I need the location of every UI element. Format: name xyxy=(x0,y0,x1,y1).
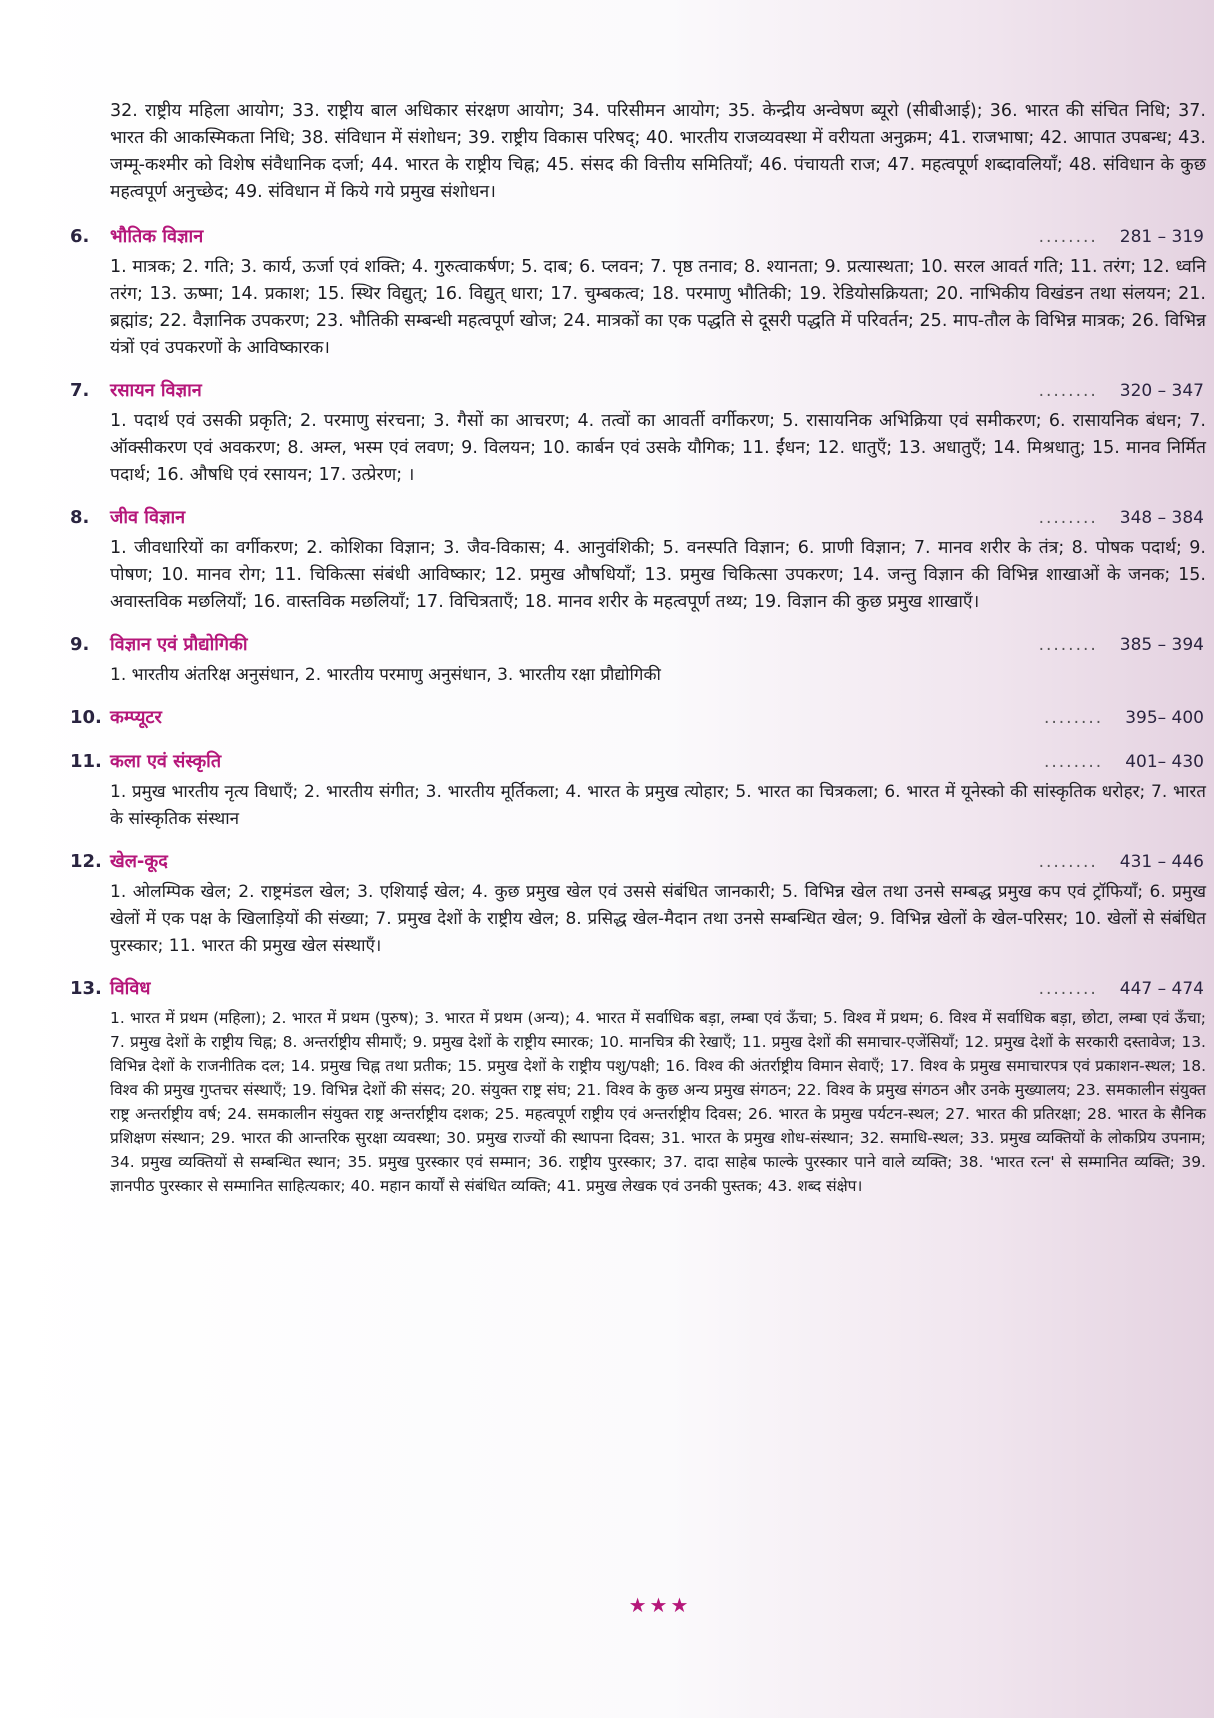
section-miscellaneous xyxy=(70,976,1210,1198)
page-range xyxy=(1039,635,1210,655)
section-header xyxy=(70,749,1210,777)
section-biology xyxy=(70,505,1210,616)
leader-dots: ........ xyxy=(1038,635,1098,655)
section-header xyxy=(70,378,1210,406)
contents-page xyxy=(70,98,1210,1698)
section-header xyxy=(70,505,1210,533)
section-topics: 1. जीवधारियों का वर्गीकरण; 2. कोशिका विज्ञान; 3. जैव-विकास; 4. आनुवंशिकी; 5. वनस्पति विज्ञान; 6. प्राणी विज्ञान; 7. मानव शरीर के तंत्र; 8. पोषक पदार्थ; 9. पोषण; 10. मानव रोग; 11. चिकित्सा संबंधी आविष्कार; 12. प्रमुख औषधियाँ; 13. प्रमुख चिकित्सा उपकरण; 14. जन्तु विज्ञान की विभिन्न शाखाओं के जनक; 15. अवास्तविक मछलियाँ; 16. वास्तविक मछलियाँ; 17. विचित्रताएँ; 18. मानव शरीर के महत्वपूर्ण तथ्य; 19. विज्ञान की कुछ प्रमुख शाखाएँ। xyxy=(110,538,1206,612)
leader-dots: ........ xyxy=(1038,979,1098,999)
leader-dots: ........ xyxy=(1043,752,1104,772)
page-range xyxy=(1044,752,1210,772)
section-number: 6. xyxy=(70,226,90,247)
section-chemistry xyxy=(70,378,1210,489)
section-title: कम्प्यूटर xyxy=(110,707,162,728)
section-topics: 1. प्रमुख भारतीय नृत्य विधाएँ; 2. भारतीय संगीत; 3. भारतीय मूर्तिकला; 4. भारत के प्रमुख त्योहार; 5. भारत का चित्रकला; 6. भारत में यूनेस्को की सांस्कृतिक धरोहर; 7. भारत के सांस्कृतिक संस्थान xyxy=(110,782,1206,829)
section-number: 7. xyxy=(70,380,90,401)
section-title: विज्ञान एवं प्रौद्योगिकी xyxy=(110,634,248,655)
section-science-technology xyxy=(70,632,1210,689)
page-range-text: 385 – 394 xyxy=(1119,635,1204,655)
end-stars-ornament: ★★★ xyxy=(628,1593,692,1617)
section-sports xyxy=(70,849,1210,960)
section-art-culture xyxy=(70,749,1210,833)
page-range xyxy=(1039,979,1210,999)
section-number: 8. xyxy=(70,507,90,528)
section-title: विविध xyxy=(110,978,151,999)
section-computer xyxy=(70,705,1210,733)
section-header xyxy=(70,849,1210,877)
page-range-text: 320 – 347 xyxy=(1119,381,1204,401)
page-range-text: 401– 430 xyxy=(1125,752,1204,772)
page-range-text: 447 – 474 xyxy=(1119,979,1204,999)
section-title: कला एवं संस्कृति xyxy=(110,751,222,772)
page-range-text: 431 – 446 xyxy=(1119,852,1204,872)
leader-dots: ........ xyxy=(1038,227,1098,247)
section-number: 12. xyxy=(70,851,102,872)
section-title: रसायन विज्ञान xyxy=(110,380,202,401)
section-number: 9. xyxy=(70,634,90,655)
page-range xyxy=(1039,852,1210,872)
leader-dots: ........ xyxy=(1043,708,1104,728)
page-range xyxy=(1039,227,1210,247)
section-header xyxy=(70,976,1210,1004)
page-range-text: 348 – 384 xyxy=(1119,508,1204,528)
leader-dots: ........ xyxy=(1038,852,1098,872)
section-number: 13. xyxy=(70,978,102,999)
section-topics: 1. पदार्थ एवं उसकी प्रकृति; 2. परमाणु संरचना; 3. गैसों का आचरण; 4. तत्वों का आवर्ती वर्गीकरण; 5. रासायनिक अभिक्रिया एवं समीकरण; 6. रासायनिक बंधन; 7. ऑक्सीकरण एवं अवकरण; 8. अम्ल, भस्म एवं लवण; 9. विलयन; 10. कार्बन एवं उसके यौगिक; 11. ईंधन; 12. धातुएँ; 13. अधातुएँ; 14. मिश्रधातु; 15. मानव निर्मित पदार्थ; 16. औषधि एवं रसायन; 17. उत्प्रेरण; । xyxy=(110,411,1206,485)
section-number: 11. xyxy=(70,751,102,772)
leader-dots: ........ xyxy=(1038,381,1098,401)
section-title: जीव विज्ञान xyxy=(110,507,186,528)
page-range-text: 395– 400 xyxy=(1125,708,1204,728)
section-header xyxy=(70,705,1210,733)
leader-dots: ........ xyxy=(1038,508,1098,528)
polity-topics-continuation: 32. राष्ट्रीय महिला आयोग; 33. राष्ट्रीय बाल अधिकार संरक्षण आयोग; 34. परिसीमन आयोग; 35. केन्द्रीय अन्वेषण ब्यूरो (सीबीआई); 36. भारत की संचित निधि; 37. भारत की आकस्मिकता निधि; 38. संविधान में संशोधन; 39. राष्ट्रीय विकास परिषद्; 40. भारतीय राजव्यवस्था में वरीयता अनुक्रम; 41. राजभाषा; 42. आपात उपबन्ध; 43. जम्मू-कश्मीर को विशेष संवैधानिक दर्जा; 44. भारत के राष्ट्रीय चिह्न; 45. संसद की वित्तीय समितियाँ; 46. पंचायती राज; 47. महत्वपूर्ण शब्दावलियाँ; 48. संविधान के कुछ महत्वपूर्ण अनुच्छेद; 49. संविधान में किये गये प्रमुख संशोधन। xyxy=(110,101,1206,202)
section-topics: 1. भारतीय अंतरिक्ष अनुसंधान, 2. भारतीय परमाणु अनुसंधान, 3. भारतीय रक्षा प्रौद्योगिकी xyxy=(110,665,661,685)
section-header xyxy=(70,632,1210,660)
page-range xyxy=(1039,508,1210,528)
page-range xyxy=(1039,381,1210,401)
page-range-text: 281 – 319 xyxy=(1119,227,1204,247)
section-header xyxy=(70,224,1210,252)
section-number: 10. xyxy=(70,707,102,728)
section-title: भौतिक विज्ञान xyxy=(110,226,204,247)
section-topics: 1. ओलम्पिक खेल; 2. राष्ट्रमंडल खेल; 3. एशियाई खेल; 4. कुछ प्रमुख खेल एवं उससे संबंधित जानकारी; 5. विभिन्न खेल तथा उनसे सम्बद्ध प्रमुख कप एवं ट्रॉफियाँ; 6. प्रमुख खेलों में एक पक्ष के खिलाड़ियों की संख्या; 7. प्रमुख देशों के राष्ट्रीय खेल; 8. प्रसिद्ध खेल-मैदान तथा उनसे सम्बन्धित खेल; 9. विभिन्न खेलों के खेल-परिसर; 10. खेलों से संबंधित पुरस्कार; 11. भारत की प्रमुख खेल संस्थाएँ। xyxy=(110,882,1206,956)
section-title: खेल-कूद xyxy=(110,851,168,872)
section-physics xyxy=(70,224,1210,362)
section-topics: 1. भारत में प्रथम (महिला); 2. भारत में प्रथम (पुरुष); 3. भारत में प्रथम (अन्य); 4. भारत में सर्वाधिक बड़ा, लम्बा एवं ऊँचा; 5. विश्व में प्रथम; 6. विश्व में सर्वाधिक बड़ा, छोटा, लम्बा एवं ऊँचा; 7. प्रमुख देशों के राष्ट्रीय चिह्न; 8. अन्तर्राष्ट्रीय सीमाएँ; 9. प्रमुख देशों के राष्ट्रीय स्मारक; 10. मानचित्र की रेखाएँ; 11. प्रमुख देशों की समाचार-एजेंसियाँ; 12. प्रमुख देशों के सरकारी दस्तावेज; 13. विभिन्न देशों के राजनीतिक दल; 14. प्रमुख चिह्न तथा प्रतीक; 15. प्रमुख देशों के राष्ट्रीय पशु/पक्षी; 16. विश्व की अंतर्राष्ट्रीय विमान सेवाएँ; 17. विश्व के प्रमुख समाचारपत्र एवं प्रकाशन-स्थल; 18. विश्व की प्रमुख गुप्तचर संस्थाएँ; 19. विभिन्न देशों की संसद; 20. संयुक्त राष्ट्र संघ; 21. विश्व के कुछ अन्य प्रमुख संगठन; 22. विश्व के प्रमुख संगठन और उनके मुख्यालय; 23. समकालीन संयुक्त राष्ट्र अन्तर्राष्ट्रीय वर्ष; 24. समकालीन संयुक्त राष्ट्र अन्तर्राष्ट्रीय दशक; 25. महत्वपूर्ण राष्ट्रीय एवं अन्तर्राष्ट्रीय दिवस; 26. भारत के प्रमुख पर्यटन-स्थल; 27. भारत की प्रतिरक्षा; 28. भारत के सैनिक प्रशिक्षण संस्थान; 29. भारत की आन्तरिक सुरक्षा व्यवस्था; 30. प्रमुख राज्यों की स्थापना दिवस; 31. भारत के प्रमुख शोध-संस्थान; 32. समाधि-स्थल; 33. प्रमुख व्यक्तियों के लोकप्रिय उपनाम; 34. प्रमुख व्यक्तियों से सम्बन्धित स्थान; 35. प्रमुख पुरस्कार एवं सम्मान; 36. राष्ट्रीय पुरस्कार; 37. दादा साहेब फाल्के पुरस्कार पाने वाले व्यक्ति; 38. 'भारत रत्न' से सम्मानित व्यक्ति; 39. ज्ञानपीठ पुरस्कार से सम्मानित साहित्यकार; 40. महान कार्यों से संबंधित व्यक्ति; 41. प्रमुख लेखक एवं उनकी पुस्तक; 43. शब्द संक्षेप। xyxy=(110,1009,1206,1195)
page-range xyxy=(1044,708,1210,728)
section-topics: 1. मात्रक; 2. गति; 3. कार्य, ऊर्जा एवं शक्ति; 4. गुरुत्वाकर्षण; 5. दाब; 6. प्लवन; 7. पृष्ठ तनाव; 8. श्यानता; 9. प्रत्यास्थता; 10. सरल आवर्त गति; 11. तरंग; 12. ध्वनि तरंग; 13. ऊष्मा; 14. प्रकाश; 15. स्थिर विद्युत्; 16. विद्युत् धारा; 17. चुम्बकत्व; 18. परमाणु भौतिकी; 19. रेडियोसक्रियता; 20. नाभिकीय विखंडन तथा संलयन; 21. ब्रह्मांड; 22. वैज्ञानिक उपकरण; 23. भौतिकी सम्बन्धी महत्वपूर्ण खोज; 24. मात्रकों का एक पद्धति से दूसरी पद्धति में परिवर्तन; 25. माप-तौल के विभिन्न मात्रक; 26. विभिन्न यंत्रों एवं उपकरणों के आविष्कारक। xyxy=(110,257,1206,358)
